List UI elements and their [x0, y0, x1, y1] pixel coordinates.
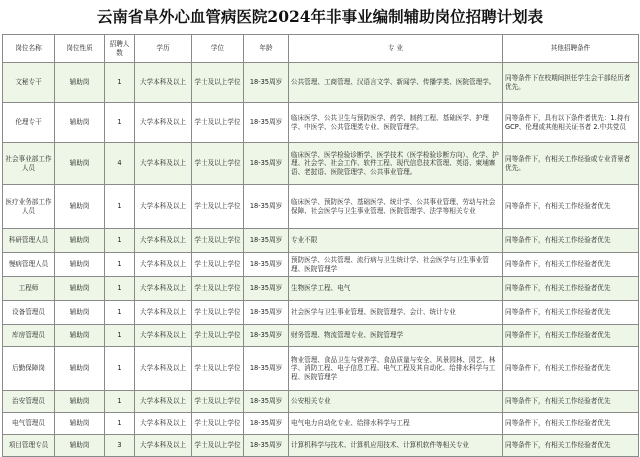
cell-age: 18-35周岁 [244, 413, 289, 435]
header-nature: 岗位性质 [55, 35, 105, 63]
cell-degree: 学士及以上学位 [192, 301, 244, 325]
cell-age: 18-35周岁 [244, 325, 289, 347]
cell-degree: 学士及以上学位 [192, 103, 244, 143]
cell-age: 18-35周岁 [244, 253, 289, 277]
header-count: 招聘人数 [105, 35, 135, 63]
cell-other: 同等条件下，有相关工作经验或专业背景者优先。 [503, 143, 639, 185]
cell-age: 18-35周岁 [244, 143, 289, 185]
cell-education: 大学本科及以上 [135, 229, 192, 253]
cell-other: 同等条件下，有相关工作经验者优先 [503, 413, 639, 435]
table-row [3, 277, 639, 301]
table-row [3, 253, 639, 277]
cell-education: 大学本科及以上 [135, 185, 192, 229]
cell-nature: 辅助岗 [55, 229, 105, 253]
cell-count: 1 [105, 103, 135, 143]
cell-nature: 辅助岗 [55, 413, 105, 435]
header-other: 其他招聘条件 [503, 35, 639, 63]
cell-nature: 辅助岗 [55, 301, 105, 325]
table-row [3, 413, 639, 435]
table-row [3, 229, 639, 253]
cell-other: 同等条件下，具有以下条件者优先：1.持有GCP、伦理或其他相关证书者 2.中共党员 [503, 103, 639, 143]
cell-nature: 辅助岗 [55, 277, 105, 301]
cell-other: 同等条件下，有相关工作经验者优先 [503, 347, 639, 391]
cell-major: 预防医学、公共管理、流行病与卫生统计学、社会医学与卫生事业管理、医院管理学 [289, 253, 503, 277]
cell-degree: 学士及以上学位 [192, 325, 244, 347]
cell-count: 1 [105, 391, 135, 413]
cell-nature: 辅助岗 [55, 143, 105, 185]
cell-position: 工程师 [3, 277, 55, 301]
cell-other: 同等条件下，有相关工作经验者优先 [503, 325, 639, 347]
cell-other: 同等条件下，有相关工作经验者优先 [503, 301, 639, 325]
cell-education: 大学本科及以上 [135, 63, 192, 103]
header-age: 年龄 [244, 35, 289, 63]
cell-education: 大学本科及以上 [135, 277, 192, 301]
cell-position: 科研管理人员 [3, 229, 55, 253]
cell-degree: 学士及以上学位 [192, 391, 244, 413]
header-position: 岗位名称 [3, 35, 55, 63]
table-row [3, 143, 639, 185]
table-row [3, 325, 639, 347]
cell-other: 同等条件下，有相关工作经验者优先 [503, 253, 639, 277]
cell-count: 3 [105, 435, 135, 457]
cell-degree: 学士及以上学位 [192, 347, 244, 391]
cell-education: 大学本科及以上 [135, 143, 192, 185]
cell-other: 同等条件下，有相关工作经验者优先 [503, 185, 639, 229]
cell-other: 同等条件下，有相关工作经验者优先 [503, 391, 639, 413]
table-row [3, 391, 639, 413]
cell-degree: 学士及以上学位 [192, 143, 244, 185]
cell-position: 医疗业务部工作人员 [3, 185, 55, 229]
cell-age: 18-35周岁 [244, 185, 289, 229]
cell-age: 18-35周岁 [244, 277, 289, 301]
cell-position: 库房管理员 [3, 325, 55, 347]
cell-other: 同等条件下在校期间担任学生会干部经历者优先。 [503, 63, 639, 103]
cell-education: 大学本科及以上 [135, 253, 192, 277]
cell-count: 1 [105, 63, 135, 103]
header-education: 学历 [135, 35, 192, 63]
cell-nature: 辅助岗 [55, 435, 105, 457]
cell-position: 项目管理专员 [3, 435, 55, 457]
cell-degree: 学士及以上学位 [192, 63, 244, 103]
cell-nature: 辅助岗 [55, 253, 105, 277]
document-title: 云南省阜外心血管病医院2024年非事业编制辅助岗位招聘计划表 [96, 7, 544, 26]
table-row [3, 347, 639, 391]
cell-position: 文秘专干 [3, 63, 55, 103]
cell-age: 18-35周岁 [244, 301, 289, 325]
cell-nature: 辅助岗 [55, 325, 105, 347]
recruitment-table [2, 34, 639, 457]
cell-count: 1 [105, 347, 135, 391]
cell-age: 18-35周岁 [244, 103, 289, 143]
table-header-row [3, 35, 639, 63]
cell-age: 18-35周岁 [244, 435, 289, 457]
cell-count: 1 [105, 253, 135, 277]
cell-position: 治安管理员 [3, 391, 55, 413]
cell-nature: 辅助岗 [55, 347, 105, 391]
cell-count: 1 [105, 413, 135, 435]
cell-major: 电气电力自动化专业、给排水科学与工程 [289, 413, 503, 435]
cell-degree: 学士及以上学位 [192, 413, 244, 435]
cell-count: 1 [105, 325, 135, 347]
cell-major: 公安相关专业 [289, 391, 503, 413]
cell-education: 大学本科及以上 [135, 325, 192, 347]
cell-education: 大学本科及以上 [135, 391, 192, 413]
cell-degree: 学士及以上学位 [192, 277, 244, 301]
cell-major: 生物医学工程、电气 [289, 277, 503, 301]
cell-education: 大学本科及以上 [135, 103, 192, 143]
cell-position: 社会事业部工作人员 [3, 143, 55, 185]
table-row [3, 435, 639, 457]
cell-nature: 辅助岗 [55, 185, 105, 229]
cell-nature: 辅助岗 [55, 391, 105, 413]
cell-other: 同等条件下，有相关工作经验者优先 [503, 277, 639, 301]
cell-position: 设备管理员 [3, 301, 55, 325]
table-row [3, 63, 639, 103]
cell-degree: 学士及以上学位 [192, 185, 244, 229]
cell-major: 临床医学、预防医学、基础医学、统计学、公共事业管理、劳动与社会保障、社会医学与卫生事业管理、医院管理学、法学等相关专业 [289, 185, 503, 229]
cell-education: 大学本科及以上 [135, 413, 192, 435]
cell-count: 1 [105, 229, 135, 253]
cell-position: 慢病管理人员 [3, 253, 55, 277]
cell-position: 电气管理员 [3, 413, 55, 435]
cell-education: 大学本科及以上 [135, 347, 192, 391]
cell-count: 1 [105, 301, 135, 325]
cell-major: 社会医学与卫生事业管理、医院管理学、会计、统计专业 [289, 301, 503, 325]
cell-major: 公共管理、工商管理、汉语言文学、新闻学、传播学类、医院管理学。 [289, 63, 503, 103]
cell-position: 后勤保障岗 [3, 347, 55, 391]
table-row [3, 301, 639, 325]
cell-degree: 学士及以上学位 [192, 435, 244, 457]
cell-age: 18-35周岁 [244, 391, 289, 413]
cell-major: 临床医学、公共卫生与预防医学、药学、制药工程、基础医学、护理学、中医学、公共管理类专业、医院管理学。 [289, 103, 503, 143]
cell-major: 计算机科学与技术、计算机应用技术、计算机软件等相关专业 [289, 435, 503, 457]
cell-other: 同等条件下，有相关工作经验者优先 [503, 229, 639, 253]
cell-degree: 学士及以上学位 [192, 229, 244, 253]
table-row [3, 185, 639, 229]
cell-other: 同等条件下，有相关工作经验者优先 [503, 435, 639, 457]
cell-count: 1 [105, 277, 135, 301]
cell-education: 大学本科及以上 [135, 301, 192, 325]
cell-major: 临床医学、医学检验诊断学、医学技术（医学检验诊断方向）、化学、护理、社会学、社会工作、软件工程、现代信息技术管理、英语、柬埔寨语、老挝语、医院管理学、公共事业管理。 [289, 143, 503, 185]
cell-age: 18-35周岁 [244, 347, 289, 391]
header-major: 专 业 [289, 35, 503, 63]
cell-count: 1 [105, 185, 135, 229]
cell-nature: 辅助岗 [55, 63, 105, 103]
cell-age: 18-35周岁 [244, 229, 289, 253]
cell-position: 伦理专干 [3, 103, 55, 143]
table-row [3, 103, 639, 143]
cell-degree: 学士及以上学位 [192, 253, 244, 277]
cell-major: 专业不限 [289, 229, 503, 253]
cell-major: 物业管理、食品卫生与营养学、食品质量与安全、风景园林、园艺、林学、消防工程、电子信息工程、电气工程及其自动化、给排水科学与工程、医院管理学 [289, 347, 503, 391]
cell-count: 4 [105, 143, 135, 185]
cell-major: 财务管理、物流管理专业、医院管理学 [289, 325, 503, 347]
cell-age: 18-35周岁 [244, 63, 289, 103]
header-degree: 学位 [192, 35, 244, 63]
cell-education: 大学本科及以上 [135, 435, 192, 457]
cell-nature: 辅助岗 [55, 103, 105, 143]
